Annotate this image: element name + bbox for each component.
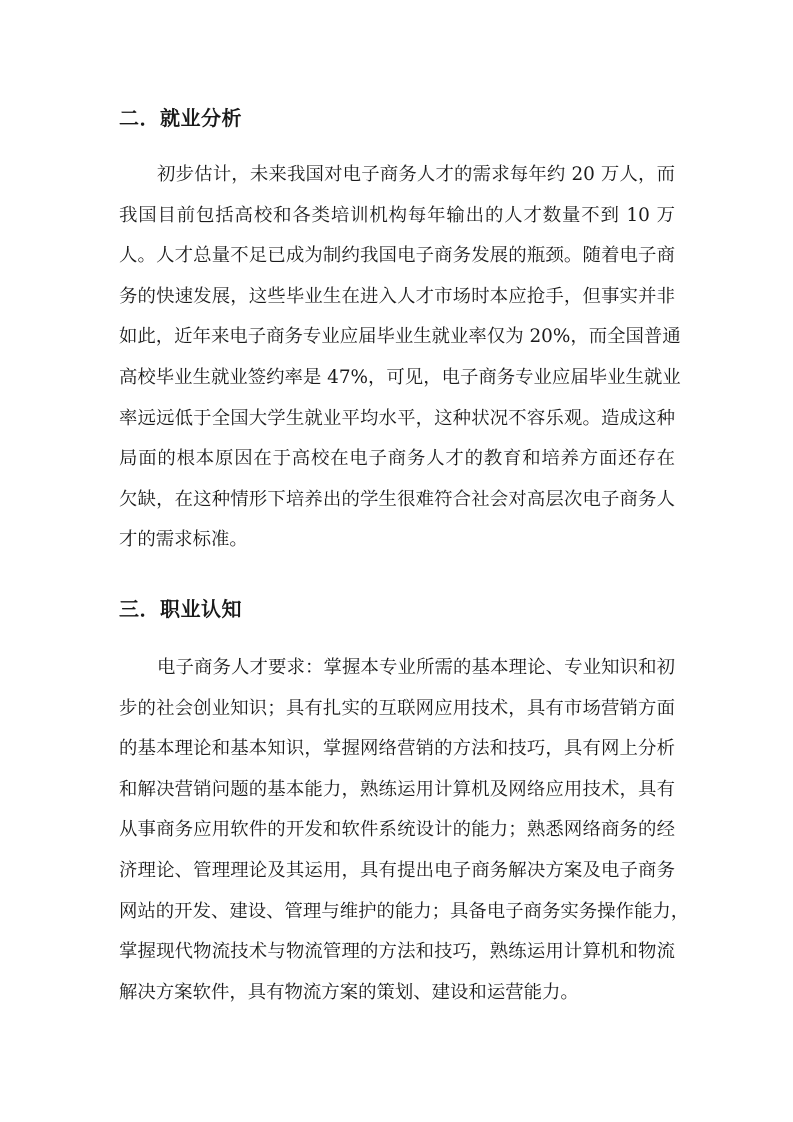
paragraph-line: 初步估计，未来我国对电子商务人才的需求每年约 20 万人，而: [157, 164, 675, 185]
paragraph-line: 才的需求标准。: [119, 529, 248, 551]
paragraph-line: 人。人才总量不足已成为制约我国电子商务发展的瓶颈。随着电子商: [119, 245, 675, 267]
paragraph-line: 的基本理论和基本知识，掌握网络营销的方法和技巧，具有网上分析: [119, 738, 675, 760]
paragraph-line: 我国目前包括高校和各类培训机构每年输出的人才数量不到 10 万: [119, 204, 675, 226]
section-heading-career-cognition: 三．职业认知: [119, 597, 242, 621]
paragraph-line: 高校毕业生就业签约率是 47%，可见，电子商务专业应届毕业生就业: [119, 366, 681, 388]
paragraph-line: 和解决营销问题的基本能力，熟练运用计算机及网络应用技术，具有: [119, 778, 675, 800]
paragraph-line: 从事商务应用软件的开发和软件系统设计的能力；熟悉网络商务的经: [119, 819, 675, 841]
paragraph-line: 解决方案软件，具有物流方案的策划、建设和运营能力。: [119, 981, 579, 1003]
paragraph-line: 如此，近年来电子商务专业应届毕业生就业率仅为 20%，而全国普通: [119, 326, 681, 348]
paragraph-line: 务的快速发展，这些毕业生在进入人才市场时本应抢手，但事实并非: [119, 285, 675, 307]
paragraph-line: 济理论、管理理论及其运用，具有提出电子商务解决方案及电子商务: [119, 859, 675, 881]
section-heading-employment-analysis: 二．就业分析: [119, 106, 242, 130]
paragraph-line: 率远远低于全国大学生就业平均水平，这种状况不容乐观。造成这种: [119, 407, 675, 429]
paragraph-line: 掌握现代物流技术与物流管理的方法和技巧，熟练运用计算机和物流: [119, 941, 675, 963]
paragraph-line: 电子商务人才要求：掌握本专业所需的基本理论、专业知识和初: [157, 657, 675, 678]
paragraph-line: 欠缺，在这种情形下培养出的学生很难符合社会对高层次电子商务人: [119, 488, 675, 510]
paragraph-line: 步的社会创业知识；具有扎实的互联网应用技术，具有市场营销方面: [119, 697, 675, 719]
paragraph-line: 网站的开发、建设、管理与维护的能力；具备电子商务实务操作能力，: [119, 900, 690, 922]
paragraph-employment-analysis: [119, 155, 681, 561]
paragraph-career-cognition: [119, 648, 690, 1013]
paragraph-line: 局面的根本原因在于高校在电子商务人才的教育和培养方面还存在: [119, 448, 675, 470]
